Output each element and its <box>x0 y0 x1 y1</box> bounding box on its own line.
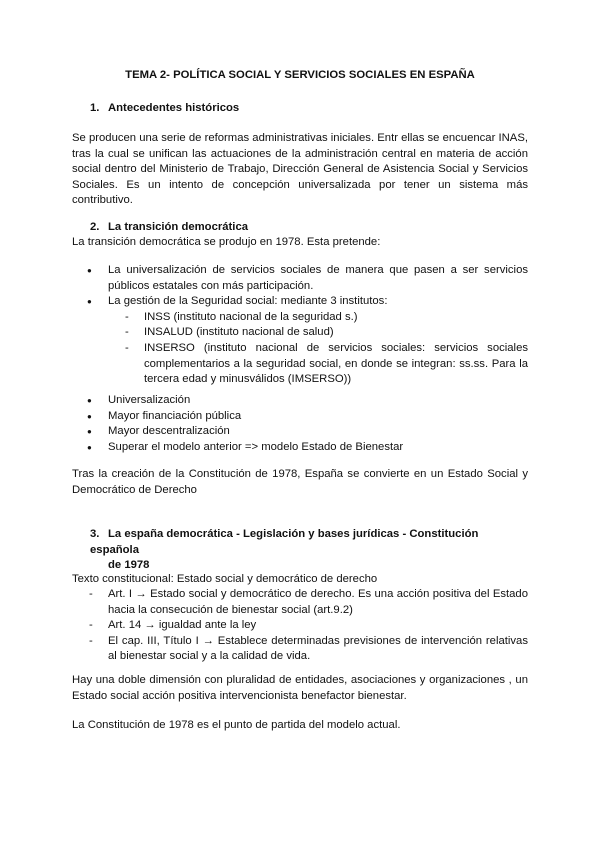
section-1-title: Antecedentes históricos <box>108 102 240 114</box>
institute-item: - INSERSO (instituto nacional de servicios sociales: servicios sociales complementarios a la seguridad social, en donde se integran: ss.ss. Para la tercera edad y minusválidos (IMSERSO)) <box>108 341 528 388</box>
article-item: - El cap. III, Título I → Establece determinadas previsiones de intervención relativas al bienestar social y a la calidad de vida. <box>72 634 528 665</box>
institute-item: - INSS (instituto nacional de la seguridad s.) <box>108 310 528 326</box>
section-1-paragraph: Se producen una serie de reformas administrativas iniciales. Entr ellas se encuencar INAS, tras la cual se unifican las actuaciones de la administración central en materia de acción social dentro del Ministerio de Trabajo, Dirección General de Asistencia Social y Servicios Sociales. Es un intento de concepción universalizada por tener un sistema más contributivo. <box>72 132 528 207</box>
section-2-number: 2. <box>90 221 100 233</box>
article-item: - Art. I → Estado social y democrático de derecho. Es una acción positiva del Estado hacia la consecución de bienestar social (art.9.2) <box>72 587 528 618</box>
article-item: - Art. 14 → igualdad ante la ley <box>72 618 528 634</box>
bullet-item: ● Mayor descentralización <box>72 424 528 440</box>
section-3-heading <box>90 527 530 574</box>
bullet-item <box>72 294 528 388</box>
institutes-list <box>108 310 528 388</box>
bullet-item: ● Universalización <box>72 393 528 409</box>
bullet-item: ● Mayor financiación pública <box>72 409 528 425</box>
section-2-closing: Tras la creación de la Constitución de 1978, España se convierte en un Estado Social y Democrático de Derecho <box>72 468 528 496</box>
section-2-title: La transición democrática <box>108 221 249 233</box>
articles-list <box>72 587 528 665</box>
section-1-heading <box>90 101 239 117</box>
section-1-number: 1. <box>90 102 100 114</box>
bullet-item: ● La universalización de servicios sociales de manera que pasen a ser servicios públicos estatales con más participación. <box>72 263 528 294</box>
section-3-paragraph-1: Hay una doble dimensión con pluralidad de entidades, asociaciones y organizaciones , un Estado social acción positiva intervencionista benefactor bienestar. <box>72 674 528 702</box>
section-2-goals-list <box>72 393 528 455</box>
document-title: TEMA 2- POLÍTICA SOCIAL Y SERVICIOS SOCIALES EN ESPAÑA <box>125 69 475 81</box>
section-3-intro: Texto constitucional: Estado social y democrático de derecho <box>72 573 378 585</box>
bullet-item-text: La gestión de la Seguridad social: mediante 3 institutos: <box>108 295 388 308</box>
section-2-bullet-list <box>72 263 528 388</box>
section-3-title-line2: de 1978 <box>108 559 150 572</box>
section-3-number: 3. <box>90 528 100 540</box>
section-2-heading <box>90 220 248 236</box>
section-3-paragraph-2: La Constitución de 1978 es el punto de partida del modelo actual. <box>72 719 401 731</box>
institute-item: - INSALUD (instituto nacional de salud) <box>108 325 528 341</box>
section-2-intro: La transición democrática se produjo en 1978. Esta pretende: <box>72 236 381 248</box>
section-3-title-line1: La españa democrática - Legislación y bases jurídicas - Constitución española <box>90 528 479 556</box>
bullet-item: ● Superar el modelo anterior => modelo Estado de Bienestar <box>72 440 528 456</box>
